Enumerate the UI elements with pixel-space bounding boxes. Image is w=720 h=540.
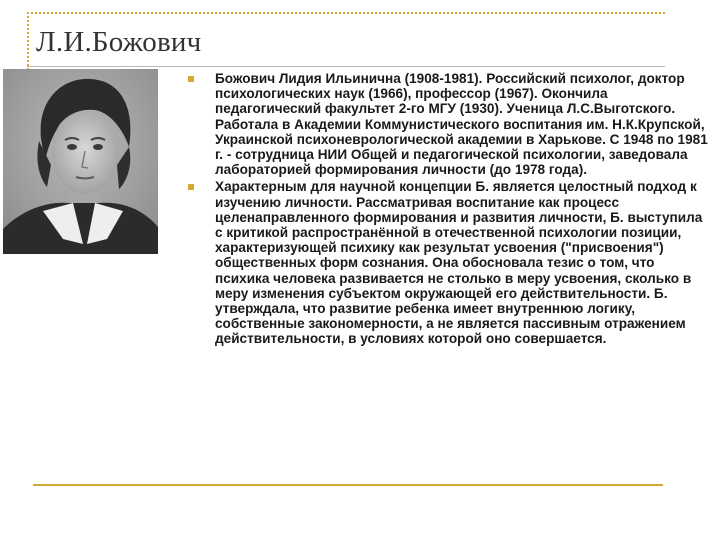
bullet-item-concept bbox=[188, 179, 712, 346]
bullet-text: Божович Лидия Ильинична (1908-1981). Российский психолог, доктор психологических наук (1966), профессор (1967). Окончила педагогический факультет 2-го МГУ (1930). Ученица Л.С.Выготского. Работала в Академии Коммунистического воспитания им. Н.К.Крупской, Украинской психоневрологической академии в Харькове. С 1948 по 1981 г. - сотрудница НИИ Общей и педагогической психологии, заведовала лабораторией формирования личности (до 1978 года). bbox=[215, 71, 708, 178]
title-underline bbox=[27, 66, 665, 67]
portrait-photo bbox=[3, 69, 158, 254]
square-bullet-icon bbox=[188, 76, 194, 82]
top-decorative-rule bbox=[27, 12, 665, 14]
bullet-text: Характерным для научной концепции Б. является целостный подход к изучению личности. Рассматривая воспитание как процесс целенаправленного формирования и развития личности, Б. выступила с критикой распространённой в отечественной психологии позиции, характеризующей психику как результат усвоения ("присвоения") общественных форм сознания. Она обосновала тезис о том, что психика человека развивается не столько в меру усвоения, сколько в меру изменения субъектом окружающей его действительности. Б. утверждала, что развитие ребенка имеет внутреннюю логику, собственные закономерности, а не является пассивным отражением действительности, в условиях которой оно совершается. bbox=[215, 179, 703, 347]
slide-title: Л.И.Божович bbox=[36, 26, 202, 58]
square-bullet-icon bbox=[188, 184, 194, 190]
bullet-item-biography bbox=[188, 71, 712, 177]
bullet-list bbox=[188, 71, 712, 347]
bottom-decorative-rule bbox=[33, 484, 663, 486]
